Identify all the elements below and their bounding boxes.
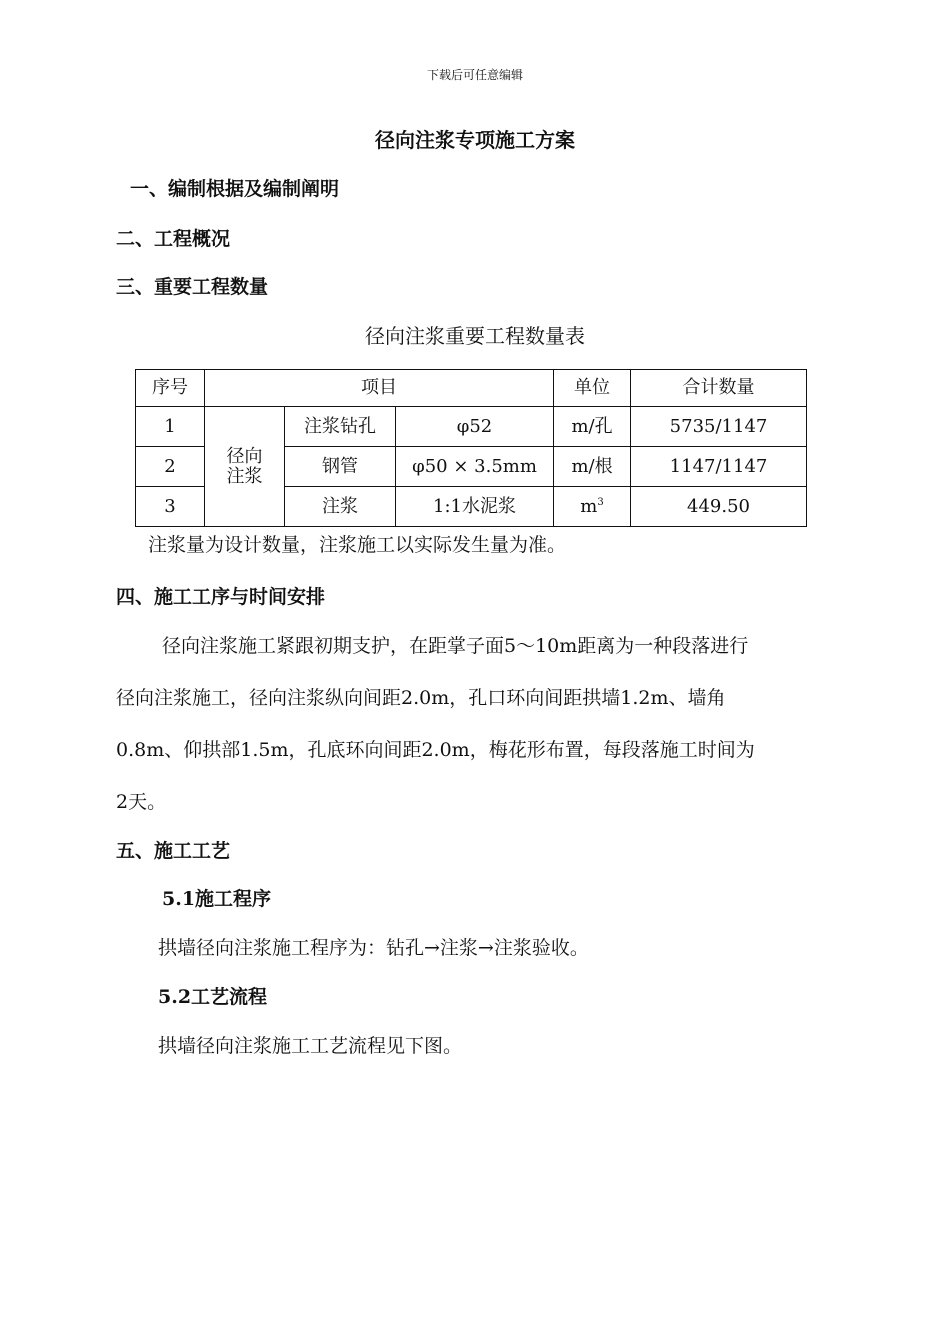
row-total: 449.50 (631, 487, 807, 527)
subheading-5-1: 5.1施工程序 (162, 888, 272, 910)
table-note: 注浆量为设计数量，注浆施工以实际发生量为准。 (148, 534, 567, 556)
row-spec: φ52 (396, 407, 554, 447)
paragraph-line: 2天。 (116, 791, 167, 813)
row-name: 注浆钻孔 (285, 407, 396, 447)
row-unit: m/孔 (554, 407, 631, 447)
subheading-5-2: 5.2工艺流程 (158, 986, 268, 1008)
group-label: 径向 注浆 (205, 407, 285, 527)
row-unit: m/根 (554, 447, 631, 487)
row-no: 1 (136, 407, 205, 447)
paragraph-line: 径向注浆施工，径向注浆纵向间距2.0m，孔口环向间距拱墙1.2m、墙角 (116, 687, 726, 709)
section-heading-2: 二、工程概况 (116, 228, 231, 250)
unit-superscript: 3 (597, 496, 604, 508)
header-no: 序号 (136, 370, 205, 407)
table-header-row (136, 370, 807, 407)
table-caption: 径向注浆重要工程数量表 (365, 324, 585, 348)
row-spec: φ50 × 3.5mm (396, 447, 554, 487)
row-spec: 1:1水泥浆 (396, 487, 554, 527)
header-item: 项目 (205, 370, 554, 407)
table-row (136, 407, 807, 447)
header-note: 下载后可任意编辑 (426, 68, 523, 82)
row-no: 3 (136, 487, 205, 527)
paragraph-5-2: 拱墙径向注浆施工工艺流程见下图。 (158, 1035, 463, 1057)
paragraph-line: 0.8m、仰拱部1.5m，孔底环向间距2.0m，梅花形布置，每段落施工时间为 (116, 739, 755, 761)
section-heading-1: 一、编制根据及编制阐明 (130, 178, 340, 200)
unit-base: m (580, 495, 598, 517)
quantity-table (135, 369, 807, 527)
row-unit (554, 487, 631, 527)
row-name: 注浆 (285, 487, 396, 527)
paragraph-5-1: 拱墙径向注浆施工程序为：钻孔→注浆→注浆验收。 (158, 937, 589, 959)
section-heading-3: 三、重要工程数量 (116, 276, 269, 298)
section-heading-5: 五、施工工艺 (116, 840, 231, 862)
header-total: 合计数量 (631, 370, 807, 407)
paragraph-line: 径向注浆施工紧跟初期支护，在距掌子面5～10m距离为一种段落进行 (162, 635, 749, 657)
row-total: 1147/1147 (631, 447, 807, 487)
document-title: 径向注浆专项施工方案 (375, 128, 575, 152)
header-unit: 单位 (554, 370, 631, 407)
section-heading-4: 四、施工工序与时间安排 (116, 586, 326, 608)
row-name: 钢管 (285, 447, 396, 487)
row-no: 2 (136, 447, 205, 487)
row-total: 5735/1147 (631, 407, 807, 447)
